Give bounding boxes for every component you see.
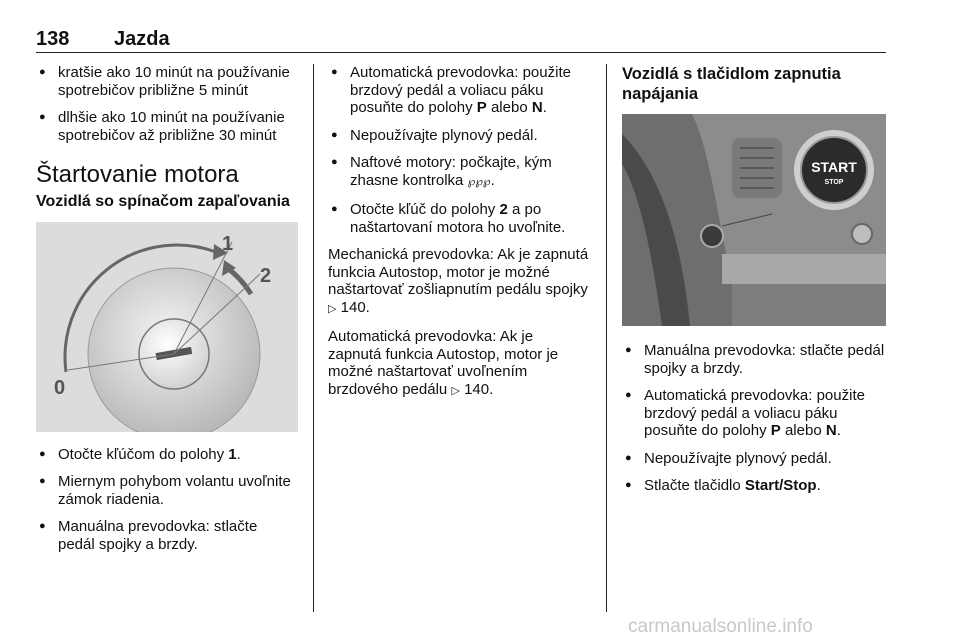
list-item: ● Manuálna prevodovka: stlačte pedál spojky a brzdy. [622, 342, 886, 377]
list-item: ● Automatická prevodovka: použite brzdový pedál a voliacu páku posuňte do polohy P alebo N. [328, 64, 590, 117]
ignition-switch-figure [36, 222, 298, 432]
subsection-title: Vozidlá s tlačidlom zapnutia napájania [622, 65, 841, 103]
subsection-title: Vozidlá so spínačom zapaľovania [36, 192, 290, 210]
list-item: ● Nepoužívajte plynový pedál. [328, 127, 590, 145]
bullet-list [36, 64, 298, 144]
position-label: 2 [260, 264, 272, 287]
page-number: 138 [36, 28, 70, 50]
bullet-list [328, 64, 590, 236]
column-2 [328, 64, 590, 410]
column-3 [622, 64, 886, 505]
glow-plug-icon: ℘℘℘ [467, 175, 491, 188]
list-item: ● Nepoužívajte plynový pedál. [622, 450, 886, 468]
list-item: ● Otočte kľúčom do polohy 1. [36, 446, 298, 464]
list-item: ● Naftové motory: počkajte, kým zhasne kontrolka ℘℘℘. [328, 154, 590, 191]
list-item: ● dlhšie ako 10 minút na používanie spotrebičov až približne 30 minút [36, 109, 298, 144]
start-stop-button-figure [622, 114, 886, 326]
list-item: ● Stlačte tlačidlo Start/Stop. [622, 477, 886, 495]
list-item: ● Manuálna prevodovka: stlačte pedál spojky a brzdy. [36, 518, 298, 553]
bullet-list [36, 446, 298, 554]
column-divider [606, 64, 607, 612]
list-item: ● Automatická prevodovka: použite brzdový pedál a voliacu páku posuňte do polohy P alebo N. [622, 387, 886, 440]
list-item: ● Miernym pohybom volantu uvoľnite zámok riadenia. [36, 473, 298, 508]
page-header [36, 24, 886, 53]
stop-button-label: STOP [824, 179, 844, 186]
list-item: ● Otočte kľúč do polohy 2 a po naštartovaní motora ho uvoľnite. [328, 201, 590, 236]
column-divider [313, 64, 314, 612]
page-ref-link[interactable]: 140. [336, 298, 370, 316]
chapter-title: Jazda [114, 28, 170, 50]
section-title: Štartovanie motora [36, 161, 239, 188]
column-1 [36, 64, 298, 563]
paragraph: Mechanická prevodovka: Ak je zapnutá funkcia Autostop, motor je možné naštartovať zošliapnutím pedálu spojky ▷ 140. [328, 246, 589, 316]
watermark: carmanualsonline.info [628, 616, 813, 637]
list-item: ● kratšie ako 10 minút na používanie spotrebičov približne 5 minút [36, 64, 298, 99]
paragraph: Automatická prevodovka: Ak je zapnutá funkcia Autostop, motor je možné naštartovať uvoľnením brzdového pedálu ▷ 140. [328, 328, 559, 398]
start-button-label: START [811, 159, 857, 175]
page-ref-arrow-icon: ▷ [328, 302, 337, 315]
bullet-list [622, 342, 886, 495]
page-ref-link[interactable]: 140. [459, 380, 494, 398]
page-ref-arrow-icon: ▷ [451, 384, 460, 397]
position-label: 0 [54, 376, 66, 399]
position-label: 1 [222, 232, 234, 255]
